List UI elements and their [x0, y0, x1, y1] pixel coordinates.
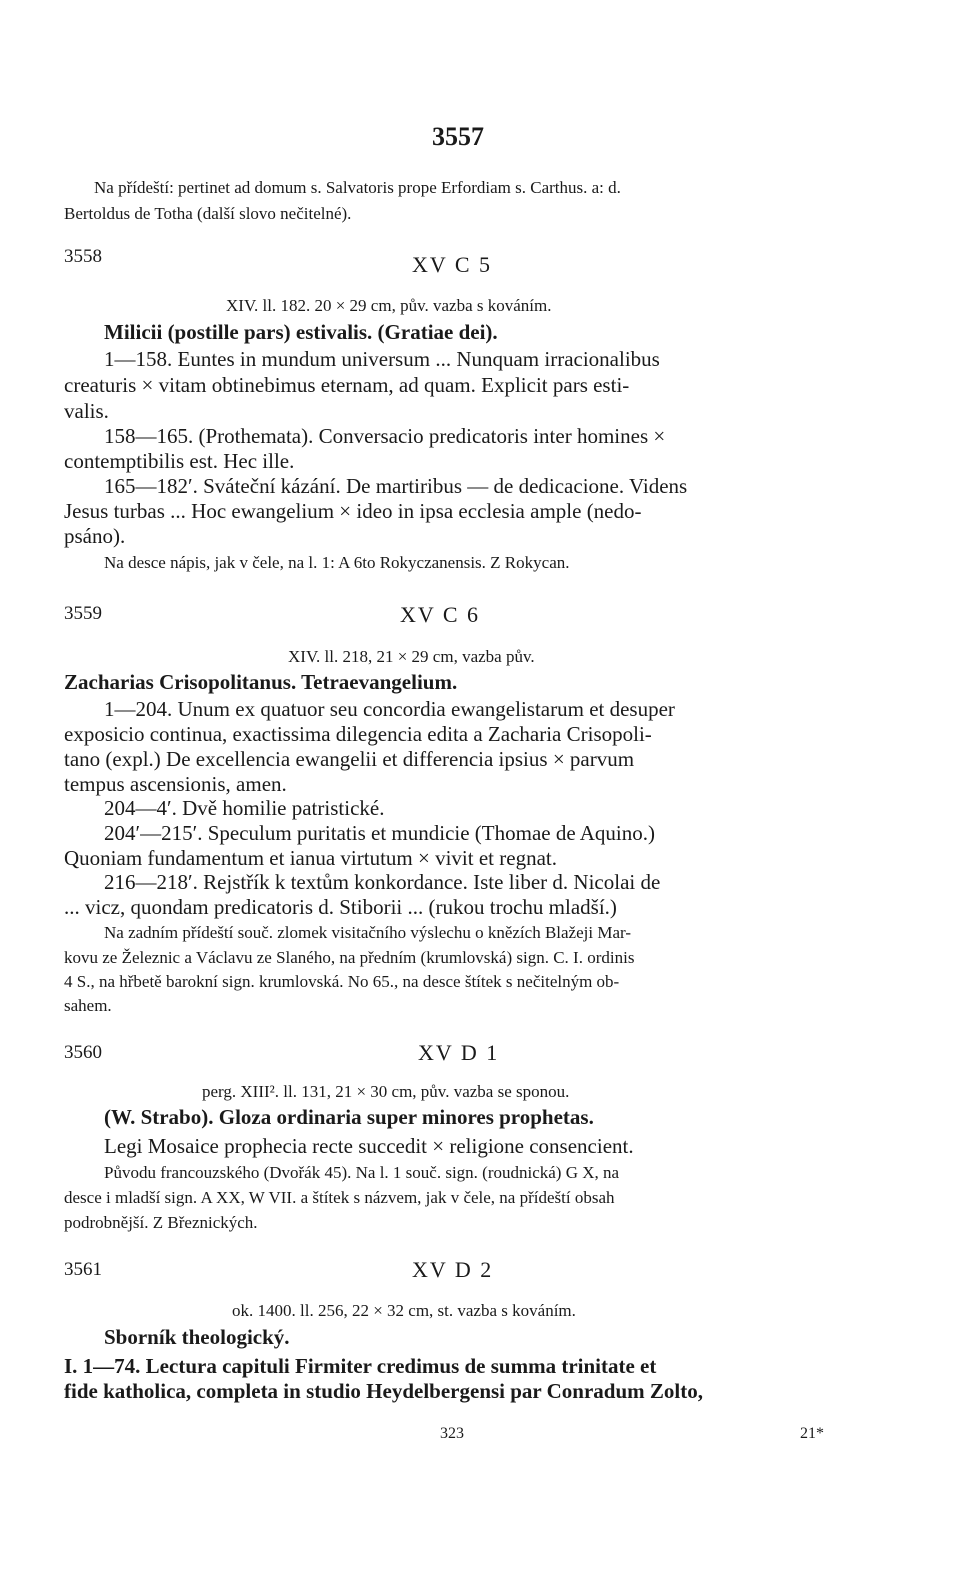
- text-line: Jesus turbas ... Hoc ewangelium × ideo in ipsa ecclesia ample (nedo-: [64, 499, 642, 523]
- text-line: Bertoldus de Totha (další slovo nečitelné).: [64, 204, 352, 223]
- text-line: exposicio continua, exactissima dilegencia edita a Zacharia Crisopoli-: [64, 722, 652, 746]
- provenance-note: Původu francouzského (Dvořák 45). Na l. 1 souč. sign. (roudnická) G X, na: [104, 1163, 620, 1182]
- entry-title: Sborník theologický.: [104, 1325, 290, 1349]
- entry-title: Milicii (postille pars) estivalis. (Gratiae dei).: [104, 320, 498, 344]
- text-line: valis.: [64, 399, 109, 423]
- text-line: 165—182′. Sváteční kázání. De martiribus — de dedicacione. Videns: [104, 474, 688, 498]
- provenance-note: sahem.: [64, 996, 112, 1015]
- text-line: contemptibilis est. Hec ille.: [64, 449, 295, 473]
- text-line: 216—218′. Rejstřík k textům konkordance. Iste liber d. Nicolai de: [104, 870, 661, 894]
- entry-title: (W. Strabo). Gloza ordinaria super minores prophetas.: [104, 1105, 594, 1129]
- provenance-note: podrobnější. Z Březnických.: [64, 1213, 258, 1232]
- text-line: Legi Mosaice prophecia recte succedit × religione consencient.: [104, 1134, 634, 1158]
- text-line: 1—204. Unum ex quatuor seu concordia ewangelistarum et desuper: [104, 697, 675, 721]
- text-line: creaturis × vitam obtinebimus eternam, ad quam. Explicit pars esti-: [64, 373, 630, 397]
- text-line: 158—165. (Prothemata). Conversacio predicatoris inter homines ×: [104, 424, 666, 448]
- provenance-note: Na zadním přídeští souč. zlomek visitačního výslechu o knězích Blažeji Mar-: [104, 923, 631, 942]
- text-line: tempus ascensionis, amen.: [64, 772, 287, 796]
- entry-number: 3560: [64, 1042, 102, 1063]
- codex-description: ok. 1400. ll. 256, 22 × 32 cm, st. vazba s kováním.: [232, 1301, 576, 1320]
- text-line: tano (expl.) De excellencia ewangelii et differencia ipsius × parvum: [64, 747, 635, 771]
- signature-mark: 21*: [800, 1425, 824, 1442]
- shelf-signature: XV C 6: [400, 602, 481, 627]
- provenance-note: Na desce nápis, jak v čele, na l. 1: A 6to Rokyczanensis. Z Rokycan.: [104, 553, 570, 572]
- entry-title: Zacharias Crisopolitanus. Tetraevangelium.: [64, 670, 458, 694]
- text-line: Na přídeští: pertinet ad domum s. Salvatoris prope Erfordiam s. Carthus. a: d.: [94, 178, 621, 197]
- text-line: 204—4′. Dvě homilie patristické.: [104, 796, 385, 820]
- codex-description: perg. XIII². ll. 131, 21 × 30 cm, pův. vazba se sponou.: [202, 1082, 570, 1101]
- page-header: 3557: [432, 122, 484, 151]
- text-line: I. 1—74. Lectura capituli Firmiter credimus de summa trinitate et: [64, 1354, 657, 1378]
- text-line: ... vicz, quondam predicatoris d. Stiborii ... (rukou trochu mladší.): [64, 895, 617, 919]
- text-line: Quoniam fundamentum et ianua virtutum × vivit et regnat.: [64, 846, 557, 870]
- shelf-signature: XV D 1: [418, 1040, 500, 1065]
- entry-number: 3558: [64, 246, 102, 267]
- entry-number: 3561: [64, 1259, 102, 1280]
- text-line: 204′—215′. Speculum puritatis et mundicie (Thomae de Aquino.): [104, 821, 656, 845]
- provenance-note: desce i mladší sign. A XX, W VII. a štítek s názvem, jak v čele, na přídeští obsah: [64, 1188, 615, 1207]
- codex-description: XIV. ll. 218, 21 × 29 cm, vazba pův.: [288, 647, 535, 666]
- codex-description: XIV. ll. 182. 20 × 29 cm, pův. vazba s kováním.: [226, 296, 552, 315]
- page-number: 323: [440, 1425, 464, 1442]
- text-line: psáno).: [64, 524, 126, 548]
- shelf-signature: XV C 5: [412, 252, 493, 277]
- provenance-note: kovu ze Železnic a Václavu ze Slaného, na předním (krumlovská) sign. C. I. ordinis: [64, 948, 635, 967]
- provenance-note: 4 S., na hřbetě barokní sign. krumlovská. No 65., na desce štítek s nečitelným ob-: [64, 972, 620, 991]
- text-line: fide katholica, completa in studio Heydelbergensi par Conradum Zolto,: [64, 1379, 703, 1403]
- shelf-signature: XV D 2: [412, 1257, 494, 1282]
- text-line: 1—158. Euntes in mundum universum ... Nunquam irracionalibus: [104, 347, 660, 371]
- entry-number: 3559: [64, 603, 102, 624]
